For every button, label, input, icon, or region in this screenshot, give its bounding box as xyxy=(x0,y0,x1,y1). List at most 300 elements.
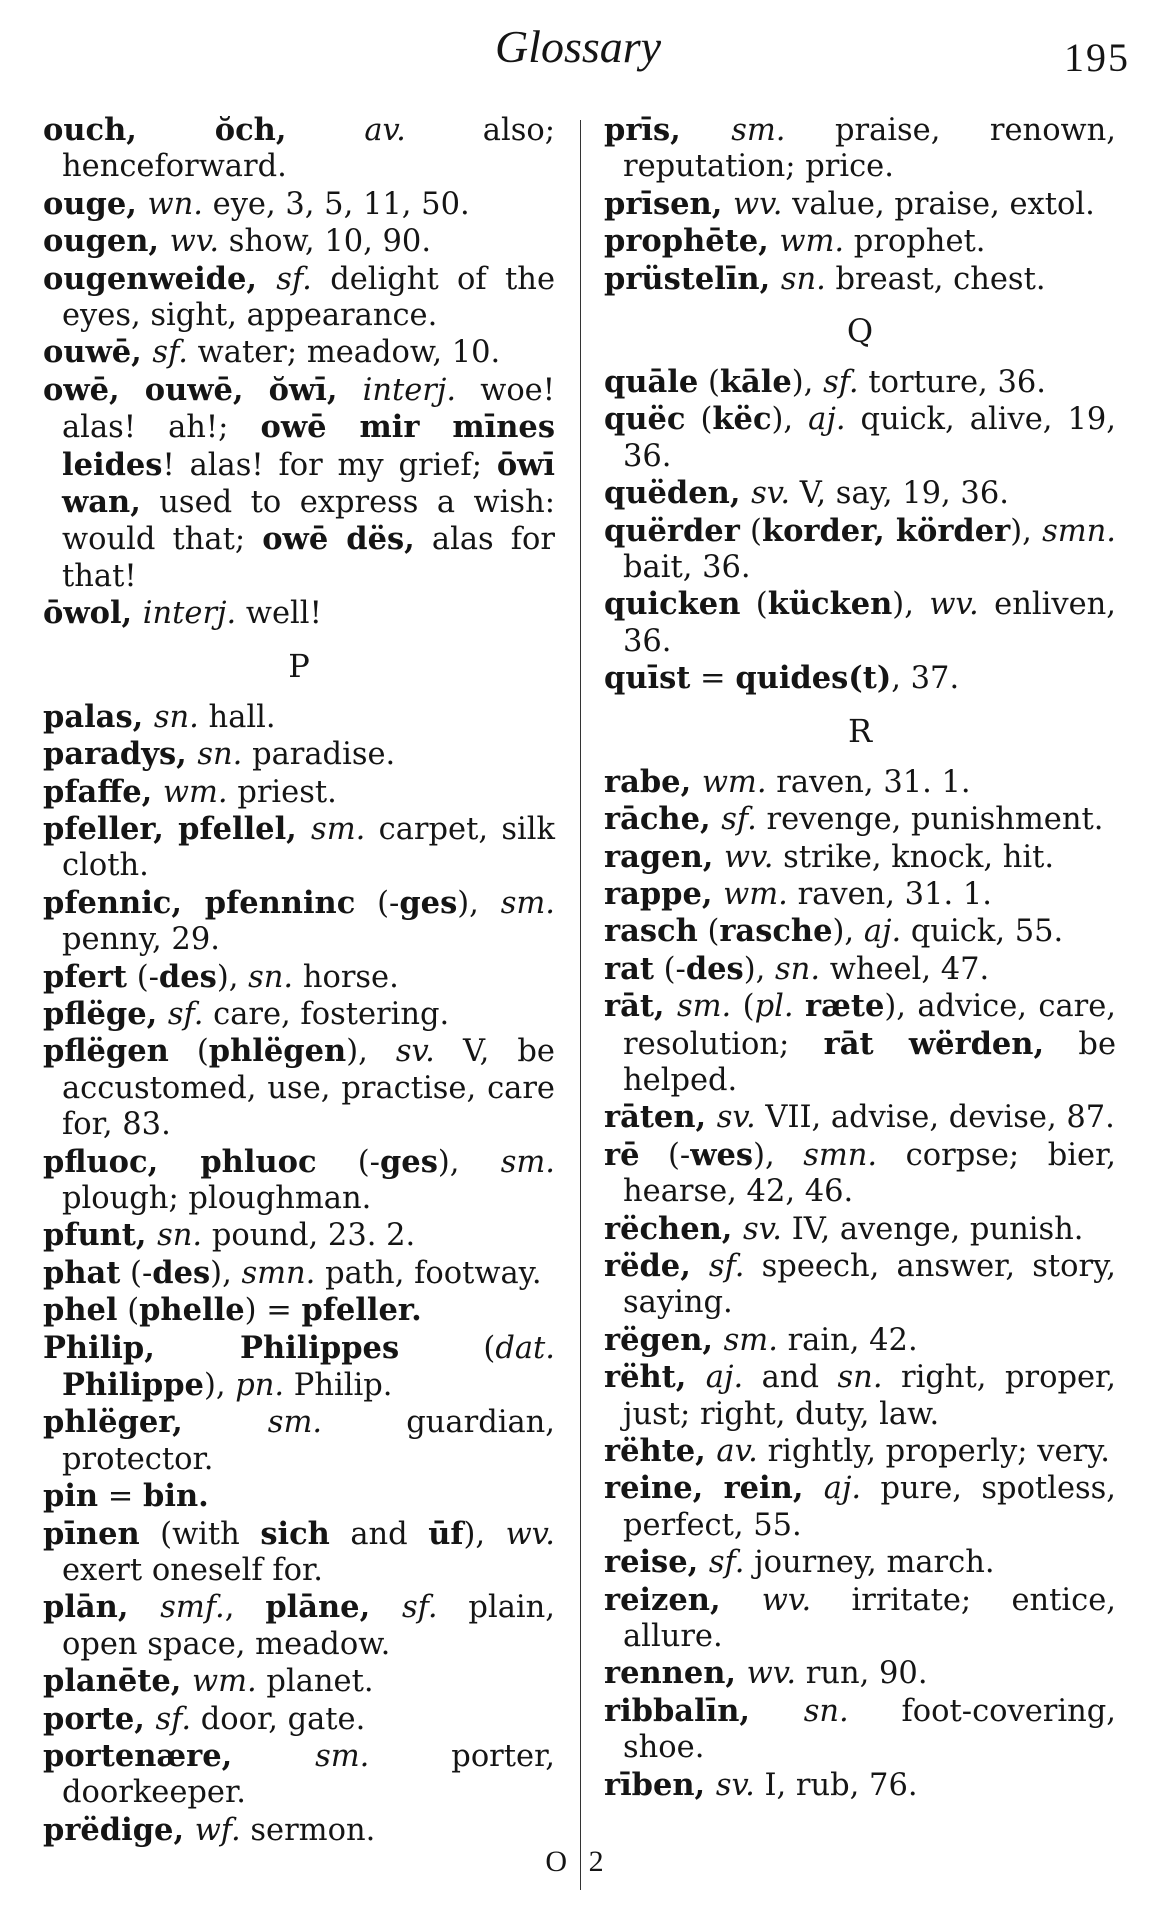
column-divider xyxy=(580,120,581,1890)
definition-text: water; meadow, 10. xyxy=(187,335,501,371)
definition-text: care, fostering. xyxy=(203,996,450,1032)
definition-text: eye, 3, 5, 11, 50. xyxy=(202,186,470,222)
glossary-entry xyxy=(43,1404,555,1478)
definition-text: rain, 42. xyxy=(777,1322,918,1358)
glossary-entry xyxy=(43,1738,555,1812)
definition-text: guardian, protector. xyxy=(62,1405,555,1477)
definition-text: ), xyxy=(743,951,776,987)
grammar-label: aj. xyxy=(808,402,846,438)
headword: rē xyxy=(604,1136,640,1173)
glossary-entry xyxy=(604,1359,1116,1433)
grammar-label: av. xyxy=(716,1434,758,1469)
headword: ouch, ŏch, xyxy=(43,112,365,148)
glossary-entry xyxy=(604,1582,1116,1656)
definition-text: (with xyxy=(139,1516,261,1552)
grammar-label: sn. xyxy=(153,699,199,735)
definition-text: well! xyxy=(236,596,322,632)
section-letter: P xyxy=(288,646,310,685)
headword: rīben, xyxy=(604,1766,716,1803)
definition-text: alas for that! xyxy=(62,522,555,594)
grammar-label: sf. xyxy=(708,1545,745,1581)
glossary-entry xyxy=(43,774,555,811)
headword: rāt, xyxy=(604,988,677,1025)
glossary-entry xyxy=(43,1033,555,1143)
definition-text: ), xyxy=(832,914,864,950)
definition-text: woe! alas! ah!; xyxy=(62,372,555,446)
glossary-entry xyxy=(43,959,555,996)
headword: ōwol, xyxy=(43,595,143,632)
headword: Philippe xyxy=(62,1367,204,1403)
glossary-entry xyxy=(604,1137,1116,1211)
glossary-entry xyxy=(604,801,1116,838)
definition-text: (- xyxy=(120,1255,153,1291)
glossary-entry xyxy=(43,372,555,595)
glossary-entry xyxy=(604,764,1116,801)
definition-text: quick, 55. xyxy=(901,914,1064,950)
glossary-entry xyxy=(43,595,555,632)
headword: quërder xyxy=(604,512,740,549)
glossary-entry xyxy=(604,1099,1116,1136)
headword: des xyxy=(685,950,744,987)
grammar-label: sn. xyxy=(197,737,243,773)
section-letter: R xyxy=(847,711,873,750)
glossary-entry xyxy=(604,988,1116,1099)
grammar-label: pn. xyxy=(235,1368,285,1403)
grammar-label: smn. xyxy=(1042,513,1116,549)
glossary-entry xyxy=(43,261,555,335)
glossary-entry xyxy=(43,1478,555,1515)
headword: prīsen, xyxy=(604,185,733,222)
definition-text: plough; ploughman. xyxy=(62,1180,372,1216)
headword: wes xyxy=(690,1136,754,1173)
headword: reizen, xyxy=(604,1581,762,1618)
grammar-label: aj. xyxy=(705,1360,744,1396)
glossary-entry xyxy=(43,699,555,736)
glossary-entry xyxy=(43,1516,555,1590)
definition-text: revenge, punishment. xyxy=(756,802,1104,838)
definition-text: prophet. xyxy=(844,224,986,260)
glossary-entry xyxy=(604,261,1116,298)
definition-text: bait, 36. xyxy=(623,550,751,586)
definition-text: exert oneself for. xyxy=(62,1553,323,1589)
definition-text: (- xyxy=(355,885,400,921)
grammar-label: wm. xyxy=(723,876,788,912)
glossary-entry xyxy=(43,186,555,223)
glossary-entry xyxy=(43,1292,555,1329)
glossary-column-right xyxy=(604,112,1116,1804)
definition-text: porter, doorkeeper. xyxy=(62,1739,555,1811)
definition-text: carpet, silk cloth. xyxy=(62,811,555,884)
glossary-entry xyxy=(43,736,555,773)
grammar-label: sf. xyxy=(155,1701,192,1737)
definition-text: right, proper, just; right, duty, law. xyxy=(623,1360,1116,1432)
definition-text: path, footway. xyxy=(315,1255,542,1291)
grammar-label: sn. xyxy=(248,959,294,995)
headword: planēte, xyxy=(43,1663,192,1700)
definition-text: ), xyxy=(437,1144,501,1180)
definition-text: horse. xyxy=(293,959,399,995)
definition-text: and xyxy=(329,1516,429,1552)
definition-text: (- xyxy=(639,1137,691,1173)
definition-text: ( xyxy=(740,587,768,623)
glossary-entry xyxy=(604,1211,1116,1248)
definition-text: ) = xyxy=(244,1293,302,1329)
grammar-label: smn. xyxy=(803,1137,878,1173)
definition-text: journey, march. xyxy=(744,1545,995,1581)
grammar-label: sm. xyxy=(500,1144,555,1180)
definition-text: door, gate. xyxy=(191,1701,366,1737)
definition-text: ( xyxy=(731,989,755,1025)
definition-text: enliven, 36. xyxy=(623,587,1116,659)
headword: rāche, xyxy=(604,801,722,838)
headword: Philip, Philippes xyxy=(43,1329,400,1366)
grammar-label: wv. xyxy=(732,186,783,222)
headword: ribbalīn, xyxy=(604,1692,804,1729)
definition-text: = xyxy=(98,1479,144,1515)
grammar-label: sv. xyxy=(716,1100,756,1136)
headword: pfert xyxy=(43,958,128,995)
headword: phlëgen xyxy=(208,1033,347,1070)
grammar-label: aj. xyxy=(863,914,902,950)
grammar-label: sf. xyxy=(276,261,312,297)
definition-text: (- xyxy=(653,951,686,987)
running-title: Glossary xyxy=(494,21,662,72)
headword: quides(t) xyxy=(735,660,892,697)
glossary-entry xyxy=(43,223,555,260)
headword: rasch xyxy=(604,913,698,950)
headword: quīst xyxy=(604,660,691,697)
definition-text: V, say, 19, 36. xyxy=(790,476,1009,512)
glossary-entry xyxy=(604,1433,1116,1470)
headword: rāten, xyxy=(604,1099,717,1136)
definition-text: ), xyxy=(463,1516,506,1552)
glossary-entry xyxy=(604,1767,1116,1804)
headword: pfeller. xyxy=(301,1292,422,1329)
grammar-label: av. xyxy=(364,113,406,148)
headword: reise, xyxy=(604,1544,709,1581)
glossary-entry xyxy=(43,811,555,885)
headword: rëgen, xyxy=(604,1321,724,1358)
definition-text: also; henceforward. xyxy=(62,113,555,185)
headword: rāt wërden, xyxy=(823,1025,1045,1062)
definition-text: wheel, 47. xyxy=(820,951,990,987)
definition-text: ), xyxy=(346,1034,396,1070)
definition-text: plain, open space, meadow. xyxy=(62,1590,555,1662)
glossary-entry xyxy=(43,996,555,1033)
headword: prophēte, xyxy=(604,223,780,260)
headword: owē, ouwē, ŏwī, xyxy=(43,371,363,408)
definition-text: raven, 31. 1. xyxy=(787,876,992,912)
definition-text: pound, 23. 2. xyxy=(202,1218,416,1254)
definition-text: raven, 31. 1. xyxy=(766,764,971,800)
definition-text: quick, alive, 19, 36. xyxy=(623,402,1116,474)
grammar-label: sm. xyxy=(311,811,366,847)
grammar-label: sv. xyxy=(751,476,791,512)
grammar-label: wm. xyxy=(162,774,228,810)
glossary-entry xyxy=(43,112,555,186)
headword: owē dës, xyxy=(262,521,415,558)
headword: palas, xyxy=(43,698,154,735)
definition-text xyxy=(794,989,805,1024)
headword: pin xyxy=(43,1478,99,1515)
definition-text: ( xyxy=(399,1330,496,1366)
headword: rat xyxy=(604,950,654,987)
headword: ougen, xyxy=(43,223,170,260)
grammar-label: sm. xyxy=(315,1739,370,1775)
headword: portenære, xyxy=(43,1738,316,1775)
grammar-label: smf. xyxy=(160,1590,225,1626)
grammar-label: sf. xyxy=(708,1248,745,1284)
grammar-label: smn. xyxy=(241,1255,316,1291)
glossary-column-left xyxy=(43,112,555,1849)
glossary-entry xyxy=(604,660,1116,697)
definition-text: be helped. xyxy=(623,1026,1117,1098)
grammar-label: wv. xyxy=(746,1656,797,1692)
glossary-entry xyxy=(604,1248,1116,1322)
headword: rëchen, xyxy=(604,1210,744,1247)
headword: rabe, xyxy=(604,763,702,800)
headword: ges xyxy=(399,884,458,921)
section-letter: Q xyxy=(846,312,874,351)
definition-text: = xyxy=(690,661,736,697)
headword: rëhte, xyxy=(604,1433,717,1469)
definition-text: ( xyxy=(685,402,713,438)
grammar-label: wm. xyxy=(779,224,845,260)
grammar-label: sn. xyxy=(780,261,826,297)
definition-text: irritate; entice, allure. xyxy=(623,1582,1116,1655)
grammar-label: wm. xyxy=(701,764,767,800)
definition-text: ), xyxy=(1010,513,1043,549)
definition-text: praise, renown, reputation; price. xyxy=(623,113,1116,185)
headword: pīnen xyxy=(43,1515,140,1552)
grammar-label: aj. xyxy=(823,1471,862,1507)
definition-text: sermon. xyxy=(240,1812,376,1848)
headword: ges xyxy=(379,1143,438,1180)
glossary-entry xyxy=(604,1470,1116,1544)
grammar-label: sm. xyxy=(676,989,732,1025)
glossary-entry xyxy=(43,334,555,371)
headword: des xyxy=(152,1254,211,1291)
grammar-label: sv. xyxy=(715,1767,755,1803)
grammar-label: pl. xyxy=(754,989,794,1025)
headword: sich xyxy=(260,1515,330,1552)
grammar-label: sv. xyxy=(395,1034,435,1070)
grammar-label: wn. xyxy=(147,186,203,222)
definition-text: ! alas! for my grief; xyxy=(162,447,497,483)
grammar-label: sv. xyxy=(743,1211,783,1247)
glossary-entry xyxy=(43,1589,555,1663)
grammar-label: wv. xyxy=(761,1582,812,1618)
definition-text: strike, knock, hit. xyxy=(773,839,1055,875)
grammar-label: interj. xyxy=(142,596,237,632)
headword: bin. xyxy=(143,1478,209,1515)
grammar-label: sf. xyxy=(721,802,757,838)
definition-text: I, rub, 76. xyxy=(754,1767,918,1803)
glossary-entry xyxy=(43,1812,555,1849)
definition-text: VII, advise, devise, 87. xyxy=(755,1100,1115,1136)
definition-text: priest. xyxy=(227,774,337,810)
definition-text: rightly, properly; very. xyxy=(757,1434,1110,1469)
grammar-label: sn. xyxy=(803,1693,849,1729)
glossary-entry xyxy=(604,186,1116,223)
headword: des xyxy=(158,958,217,995)
headword: pfennic, pfenninc xyxy=(43,884,356,921)
glossary-entry xyxy=(604,1322,1116,1359)
headword: korder, körder xyxy=(761,512,1011,549)
grammar-label: sf. xyxy=(823,365,859,401)
definition-text: ), xyxy=(771,402,809,438)
definition-text: torture, 36. xyxy=(858,365,1046,401)
grammar-label: sn. xyxy=(157,1218,203,1254)
signature-mark: O 2 xyxy=(545,1845,611,1878)
headword: pfluoc, phluoc xyxy=(43,1143,317,1180)
definition-text: ), xyxy=(892,587,930,623)
grammar-label: sm. xyxy=(500,885,555,921)
definition-text: penny, 29. xyxy=(62,922,220,958)
headword: plāne, xyxy=(265,1589,402,1626)
glossary-entry xyxy=(43,1330,555,1405)
definition-text: IV, avenge, punish. xyxy=(782,1211,1084,1247)
grammar-label: sn. xyxy=(837,1360,883,1396)
definition-text: planet. xyxy=(256,1664,374,1700)
headword: ragen, xyxy=(604,838,724,875)
glossary-entry xyxy=(43,1255,555,1292)
glossary-entry xyxy=(604,1693,1116,1767)
glossary-entry xyxy=(43,1663,555,1700)
headword: paradys, xyxy=(43,736,198,773)
grammar-label: wm. xyxy=(192,1664,257,1700)
definition-text: Philip. xyxy=(284,1368,393,1403)
definition-text: (- xyxy=(127,959,159,995)
grammar-label: wf. xyxy=(194,1812,241,1848)
headword: ōwī wan, xyxy=(62,446,555,521)
headword: quëc xyxy=(604,401,686,438)
definition-text: run, 90. xyxy=(796,1656,928,1692)
headword: pflëge, xyxy=(43,995,168,1032)
definition-text: ), xyxy=(457,885,501,921)
headword: phel xyxy=(43,1292,118,1329)
grammar-label: sm. xyxy=(267,1405,323,1441)
headword: pfeller, pfellel, xyxy=(43,810,312,847)
glossary-entry xyxy=(604,839,1116,876)
headword: quëden, xyxy=(604,475,752,512)
definition-text: used to express a wish: would that; xyxy=(62,485,555,558)
definition-text: ), advice, care, resolution; xyxy=(623,989,1116,1062)
glossary-entry xyxy=(604,513,1116,587)
grammar-label: sm. xyxy=(731,113,786,148)
definition-text: ( xyxy=(117,1293,140,1329)
definition-text: corpse; bier, hearse, 42, 46. xyxy=(623,1137,1116,1210)
glossary-entry xyxy=(43,1217,555,1254)
headword: quāle xyxy=(604,364,699,401)
glossary-entry xyxy=(604,401,1116,475)
headword: pfaffe, xyxy=(43,773,163,810)
headword: ūf xyxy=(428,1515,464,1552)
headword: phat xyxy=(43,1254,121,1291)
headword: pfunt, xyxy=(43,1217,158,1254)
glossary-entry xyxy=(43,885,555,959)
headword: rappe, xyxy=(604,875,724,912)
headword: kücken xyxy=(767,586,893,623)
headword: rëht, xyxy=(604,1359,706,1396)
headword: rëde, xyxy=(604,1247,709,1284)
grammar-label: wv. xyxy=(169,224,220,260)
grammar-label: sm. xyxy=(723,1322,778,1358)
definition-text: ( xyxy=(697,914,720,950)
definition-text: and xyxy=(743,1360,838,1396)
definition-text: speech, answer, story, saying. xyxy=(623,1248,1116,1321)
definition-text: ), xyxy=(203,1368,236,1403)
grammar-label: sf. xyxy=(167,996,204,1032)
headword: kāle xyxy=(719,364,792,401)
definition-text: (- xyxy=(316,1144,380,1180)
definition-text: , xyxy=(224,1590,266,1626)
glossary-entry xyxy=(43,1701,555,1738)
headword: phlëger, xyxy=(43,1404,268,1441)
page-header xyxy=(0,18,1156,88)
definition-text: , 37. xyxy=(891,661,960,697)
definition-text: hall. xyxy=(198,699,276,735)
definition-text: delight of the eyes, sight, appearance. xyxy=(62,261,555,334)
page-number: 195 xyxy=(1064,35,1130,80)
headword: prīs, xyxy=(604,112,732,148)
definition-text: ( xyxy=(168,1034,209,1070)
definition-text: ), xyxy=(210,1255,242,1291)
definition-text: show, 10, 90. xyxy=(219,224,432,260)
grammar-label: sn. xyxy=(775,951,821,987)
grammar-label: wv. xyxy=(723,839,774,875)
headword: prëdige, xyxy=(43,1811,195,1848)
headword: ougenweide, xyxy=(43,260,277,297)
glossary-entry xyxy=(604,223,1116,260)
glossary-entry xyxy=(604,1544,1116,1581)
definition-text: ( xyxy=(739,513,762,549)
headword: ræte xyxy=(805,988,885,1025)
headword: owē mir mīnes leides xyxy=(62,409,555,483)
definition-text: foot-covering, shoe. xyxy=(623,1693,1116,1766)
headword: porte, xyxy=(43,1700,156,1737)
definition-text: ), xyxy=(791,365,824,401)
headword: këc xyxy=(712,401,772,438)
headword: prüstelīn, xyxy=(604,260,781,297)
definition-text: pure, spotless, perfect, 55. xyxy=(623,1471,1116,1543)
definition-text: value, praise, extol. xyxy=(782,186,1095,222)
definition-text: ), xyxy=(216,959,249,995)
grammar-label: wv. xyxy=(929,587,979,623)
definition-text: V, be accustomed, use, practise, care for, 83. xyxy=(62,1034,555,1143)
grammar-label: dat. xyxy=(495,1330,555,1366)
grammar-label: wv. xyxy=(505,1516,555,1552)
glossary-entry xyxy=(43,1144,555,1218)
definition-text: ), xyxy=(753,1137,804,1173)
grammar-label: sf. xyxy=(152,335,188,371)
headword: rasche xyxy=(719,913,833,950)
headword: quicken xyxy=(604,586,741,623)
glossary-entry xyxy=(604,586,1116,660)
glossary-entry xyxy=(604,475,1116,512)
headword: phelle xyxy=(139,1292,245,1329)
glossary-entry xyxy=(604,364,1116,401)
glossary-entry xyxy=(604,112,1116,186)
headword: pflëgen xyxy=(43,1033,169,1070)
headword: ouwē, xyxy=(43,334,153,371)
glossary-entry xyxy=(604,951,1116,988)
headword: ouge, xyxy=(43,185,148,222)
grammar-label: interj. xyxy=(362,372,457,408)
glossary-entry xyxy=(604,876,1116,913)
glossary-entry xyxy=(604,913,1116,950)
definition-text: breast, chest. xyxy=(825,261,1046,297)
